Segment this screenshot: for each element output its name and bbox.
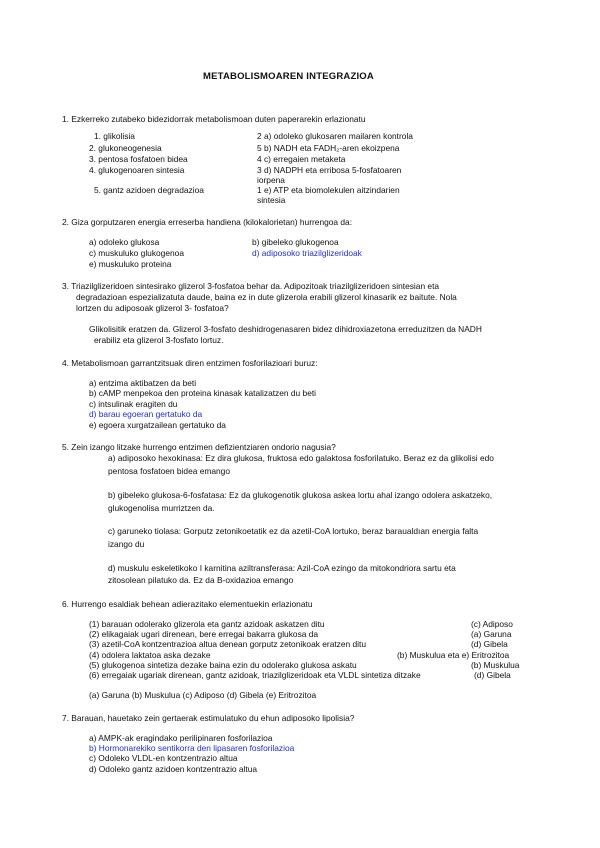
q1-right-item: 4 c) erregaien metaketa [257, 154, 346, 164]
q4-option-a: a) entzima aktibatzen da beti [89, 378, 197, 388]
q7-option-b-answer: b) Hormonarekiko sentikorra den lipasaren fosforilazioa [89, 743, 295, 753]
q2-option-e: e) muskuluko proteina [89, 259, 172, 269]
q2-question: 2. Giza gorputzaren energia erreserba handiena (kilokalorietan) hurrengoa da: [62, 217, 353, 227]
q5-answer-a: a) adiposoko hexokinasa: Ez dira glukosa, fruktosa edo galaktosa fosforilatuko. Beraz ez da glikolisi edo [108, 453, 494, 463]
q5-answer-b: glukogenolisa murriztzen da. [108, 503, 215, 513]
q1-left-item: 3. pentosa fosfatoen bidea [89, 154, 188, 164]
q1-right-item: sintesia [257, 195, 286, 205]
q6-row-answer: (b) Muskulua [471, 660, 520, 670]
q4-option-b: b) cAMP menpekoa den proteina kinasak katalizatzen du beti [89, 388, 317, 398]
q4-option-e: e) egoera xurgatzailean gertatuko da [89, 420, 226, 430]
q6-row-answer: (d) Gibela [474, 670, 511, 680]
q7-question: 7. Barauan, hauetako zein gertaerak estimulatuko du ehun adiposoko lipolisia? [62, 713, 355, 723]
q5-answer-d: d) muskulu eskeletikoko I karnitina aziltransferasa: Azil-CoA ezingo da mitokondriora sartu eta [108, 563, 456, 573]
q6-row-answer: (a) Garuna [471, 629, 512, 639]
q6-question: 6. Hurrengo esaldiak behean adierazitako elementuekin erlazionatu [62, 599, 313, 609]
q3-answer-line: erabiliz eta glizerol 3-fosfato lortuz. [94, 335, 224, 345]
q6-row-text: (5) glukogenoa sintetiza dezake baina ezin du odolerako glukosa askatu [89, 660, 357, 670]
q5-question: 5. Zein izango litzake hurrengo entzimen defizientziaren ondorio nagusia? [62, 442, 336, 452]
q2-option-a: a) odoleko glukosa [89, 237, 160, 247]
q7-option-a: a) AMPK-ak eragindako perilipinaren fosforilazioa [89, 733, 273, 743]
q6-row-text: (3) azetil-CoA kontzentrazioa altua denean gorputz zetonikoak eratzen ditu [89, 639, 367, 649]
q1-question: 1. Ezkerreko zutabeko bidezidorrak metabolismoan duten paperarekin erlazionatu [62, 114, 366, 124]
q6-options: (a) Garuna (b) Muskulua (c) Adiposo (d) Gibela (e) Eritrozitoa [89, 690, 317, 700]
q6-row-answer: (c) Adiposo [471, 619, 513, 629]
q1-left-item: 1. glikolisia [94, 131, 135, 141]
q3-answer-line: Glikolisitik eratzen da. Glizerol 3-fosfato deshidrogenasaren bidez dihidroxiazetona erreduzitzen da NADH [89, 324, 482, 334]
q6-row-text: (4) odolera laktatoa aska dezake [89, 650, 211, 660]
q2-option-d-answer: d) adiposoko triazilglizeridoak [252, 248, 362, 258]
page-title: METABOLISMOAREN INTEGRAZIOA [203, 71, 374, 82]
q3-question-line: lortzen du adiposoak glizerol 3- fosfatoa? [76, 303, 229, 313]
q4-option-c: c) intsulinak eragiten du [89, 399, 178, 409]
q4-option-d-answer: d) barau egoeran gertatuko da [89, 409, 203, 419]
q6-row-text: (6) erregaiak ugariak direnean, gantz azidoak, triazilglizeridoak eta VLDL sintetiza ditzake [89, 670, 421, 680]
q1-right-item: 5 b) NADH eta FADH₂-aren ekoizpena [257, 143, 400, 153]
q1-left-item: 5. gantz azidoen degradazioa [94, 185, 204, 195]
q4-question: 4. Metabolismoan garrantzitsuak diren entzimen fosforilazioari buruz: [62, 358, 318, 368]
q5-answer-c: c) garuneko tiolasa: Gorputz zetonikoetatik ez da azetil-CoA lortuko, beraz baraualdıan energia falta [108, 526, 479, 536]
q1-right-item: iorpena [257, 175, 285, 185]
q6-row-answer: (b) Muskulua eta e) Eritrozitoa [397, 650, 510, 660]
q5-answer-b: b) gibeleko glukosa-6-fosfatasa: Ez da glukogenotik glukosa askea lortu ahal izango odolera askatzeko, [108, 490, 493, 500]
q6-row-text: (1) barauan odolerako glizerola eta gantz azidoak askatzen ditu [89, 619, 325, 629]
q7-option-c: c) Odoleko VLDL-en kontzentrazio altua [89, 753, 238, 763]
q5-answer-a: pentosa fosfatoen bidea emango [108, 466, 230, 476]
q3-question-line: 3. Triazilglizeridoen sintesirako glizerol 3-fosfatoa behar da. Adipozitoak triazilglizeridoen sintesian eta [62, 281, 440, 291]
q1-right-item: 3 d) NADPH eta erribosa 5-fosfatoaren [257, 165, 402, 175]
q7-option-d: d) Odoleko gantz azidoen kontzentrazio altua [89, 764, 258, 774]
q3-question-line: degradazioan espezializatuta daude, baina ez in dute glizerola erabili glizerol kinasarik ez baitute. Nola [76, 292, 457, 302]
q1-left-item: 4. glukogenoaren sintesia [89, 165, 185, 175]
q5-answer-c: izango du [108, 539, 145, 549]
q2-option-b: b) gibeleko glukogenoa [252, 237, 339, 247]
q6-row-answer: (d) Gibela [471, 639, 508, 649]
q1-right-item: 1 e) ATP eta biomolekulen aitzindarien [257, 185, 400, 195]
q6-row-text: (2) elikagaiak ugari direnean, bere erregai bakarra glukosa da [89, 629, 319, 639]
q1-left-item: 2. glukoneogenesia [89, 143, 162, 153]
q5-answer-d: zitosolean pilatuko da. Ez da B-oxidazioa emango [108, 575, 294, 585]
q2-option-c: c) muskuluko glukogenoa [89, 248, 184, 258]
q1-right-item: 2 a) odoleko glukosaren mailaren kontrola [257, 131, 413, 141]
